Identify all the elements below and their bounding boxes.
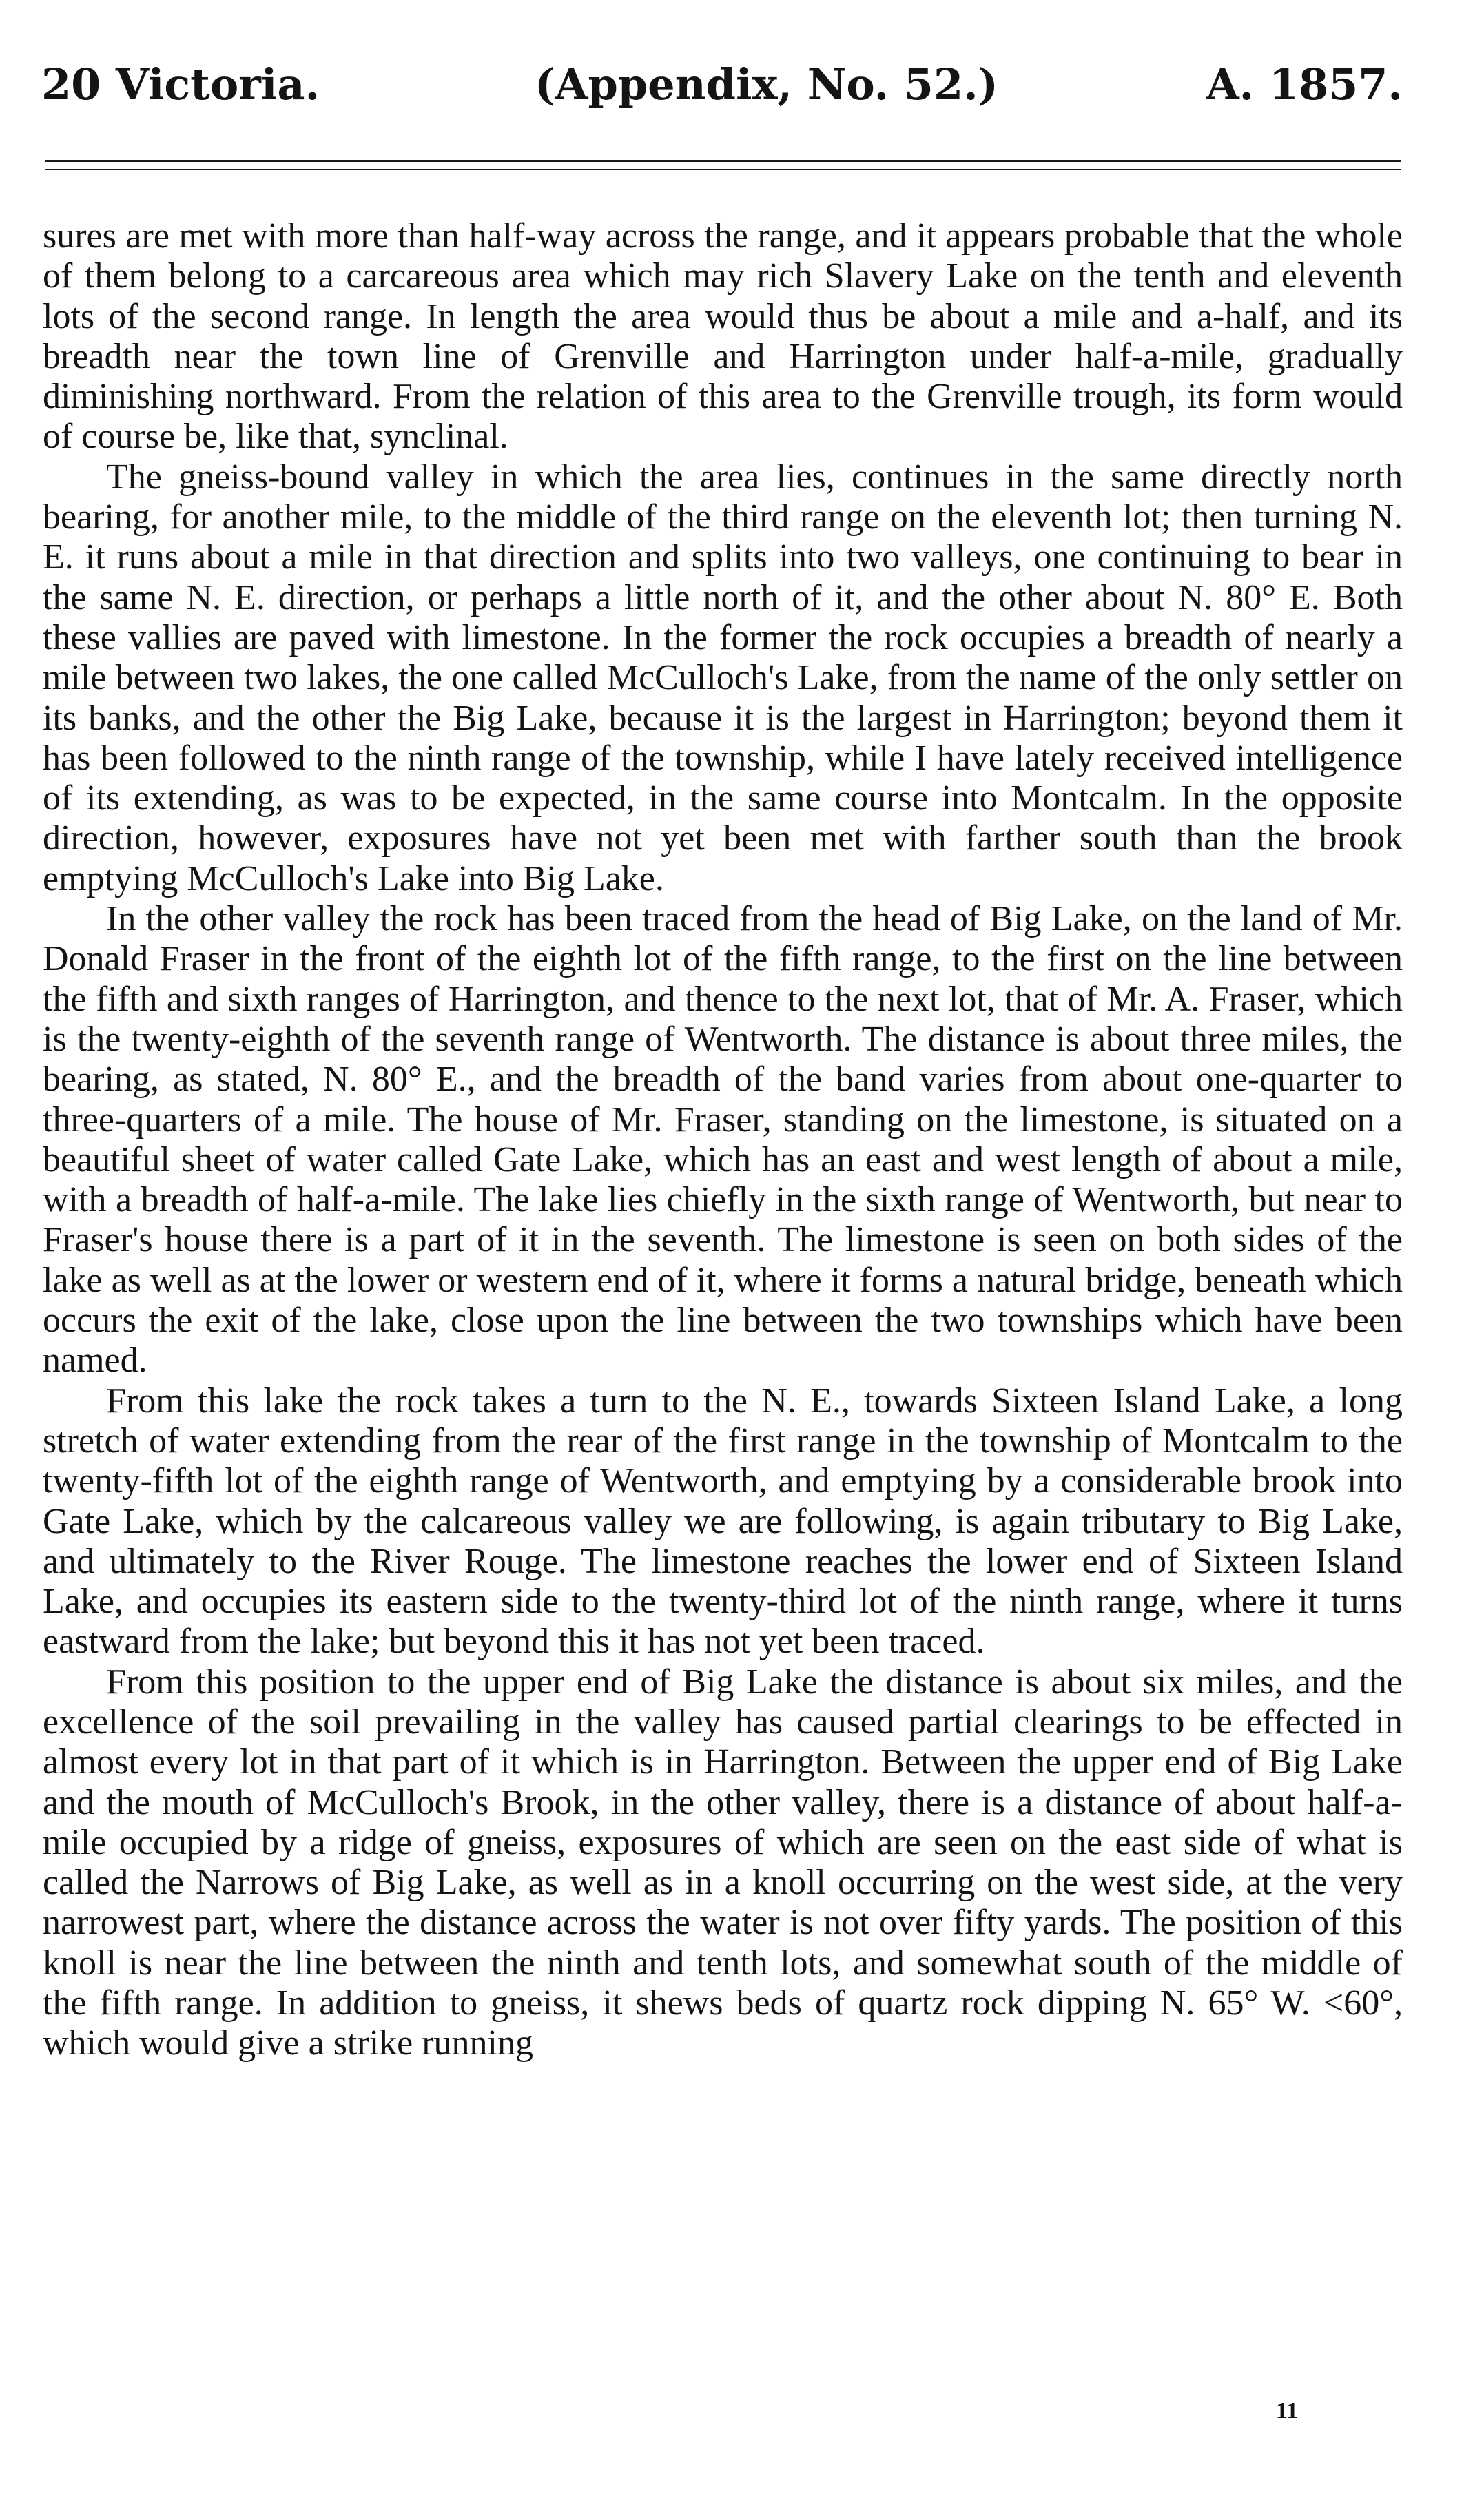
header-appendix: (Appendix, No. 52.)	[535, 59, 999, 110]
paragraph-4: From this lake the rock takes a turn to the N. E., towards Sixteen Island Lake, a long stretch of water extending from the rear of the first range in the township of Montcalm to the twenty-fifth lot of the eighth range of Wentworth, and emptying by a considerable brook into Gate Lake, which by the calcareous valley we are following, is again tributary to Big Lake, and ultimately to the River Rouge. The limestone reaches the lower end of Sixteen Island Lake, and occupies its eastern side to the twenty-third lot of the ninth range, where it turns eastward from the lake; but beyond this it has not yet been traced.	[43, 1381, 1403, 1662]
paragraph-5: From this position to the upper end of Big Lake the distance is about six miles, and the excellence of the soil prevailing in the valley has caused partial clearings to be effected in almost every lot in that part of it which is in Harrington. Between the upper end of Big Lake and the mouth of McCulloch's Brook, in the other valley, there is a distance of about half-a-mile occupied by a ridge of gneiss, exposures of which are seen on the east side of what is called the Narrows of Big Lake, as well as in a knoll occurring on the west side, at the very narrowest part, where the distance across the water is not over fifty yards. The position of this knoll is near the line between the ninth and tenth lots, and somewhat south of the middle of the fifth range. In addition to gneiss, it shews beds of quartz rock dipping N. 65° W. <60°, which would give a strike running	[43, 1662, 1403, 2063]
paragraph-2: The gneiss-bound valley in which the area lies, continues in the same directly north bearing, for another mile, to the middle of the third range on the eleventh lot; then turning N. E. it runs about a mile in that direction and splits into two valleys, one continuing to bear in the same N. E. direction, or perhaps a little north of it, and the other about N. 80° E. Both these vallies are paved with limestone. In the former the rock occupies a breadth of nearly a mile between two lakes, the one called McCulloch's Lake, from the name of the only settler on its banks, and the other the Big Lake, because it is the largest in Harrington; beyond them it has been followed to the ninth range of the township, while I have lately received intelligence of its extending, as was to be expected, in the same course into Montcalm. In the opposite direction, however, exposures have not yet been met with farther south than the brook emptying McCulloch's Lake into Big Lake.	[43, 457, 1403, 898]
paragraph-1: sures are met with more than half-way across the range, and it appears probable that the whole of them belong to a carcareous area which may rich Slavery Lake on the tenth and eleventh lots of the second range. In length the area would thus be about a mile and a-half, and its breadth near the town line of Grenville and Harrington under half-a-mile, gradually diminishing northward. From the relation of this area to the Grenville trough, its form would of course be, like that, synclinal.	[43, 216, 1403, 457]
header-rule-top	[45, 160, 1401, 162]
header-session: 20 Victoria.	[41, 59, 320, 110]
body-text	[43, 216, 1403, 2064]
paragraph-3: In the other valley the rock has been traced from the head of Big Lake, on the land of Mr. Donald Fraser in the front of the eighth lot of the fifth range, to the first on the line between the fifth and sixth ranges of Harrington, and thence to the next lot, that of Mr. A. Fraser, which is the twenty-eighth of the seventh range of Wentworth. The distance is about three miles, the bearing, as stated, N. 80° E., and the breadth of the band varies from about one-quarter to three-quarters of a mile. The house of Mr. Fraser, standing on the limestone, is situated on a beautiful sheet of water called Gate Lake, which has an east and west length of about a mile, with a breadth of half-a-mile. The lake lies chiefly in the sixth range of Wentworth, but near to Fraser's house there is a part of it in the seventh. The limestone is seen on both sides of the lake as well as at the lower or western end of it, where it forms a natural bridge, beneath which occurs the exit of the lake, close upon the line between the two townships which have been named.	[43, 899, 1403, 1381]
signature-mark: 11	[1276, 2398, 1299, 2424]
header-rule-bottom	[45, 169, 1401, 170]
running-header	[41, 54, 1403, 116]
header-year: A. 1857.	[1206, 59, 1403, 110]
